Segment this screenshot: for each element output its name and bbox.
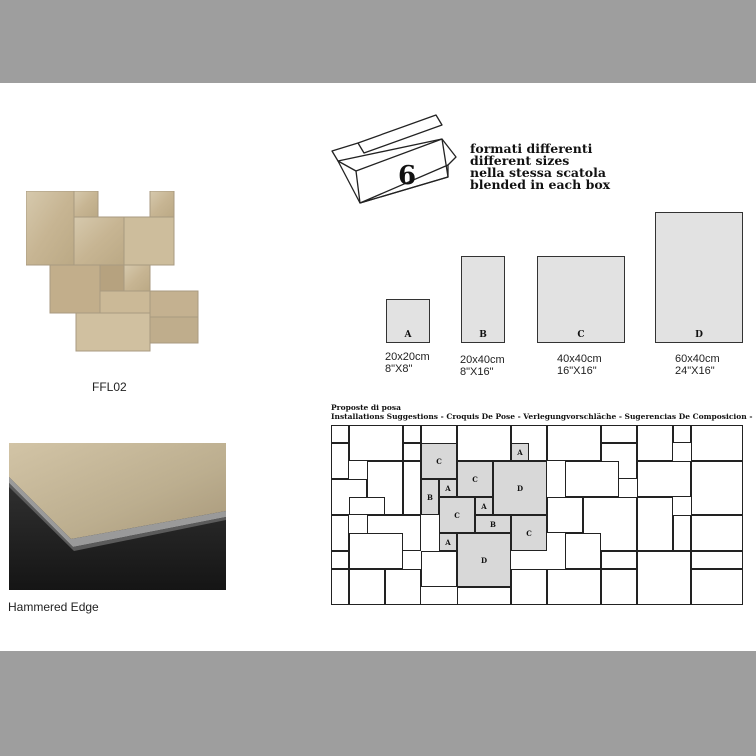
size-tile-a-letter: A <box>404 330 412 340</box>
pattern-tile <box>332 516 349 551</box>
pattern-tile <box>458 588 511 605</box>
size-tile-c-letter: C <box>577 330 585 340</box>
pattern-tile <box>422 552 457 587</box>
box-line-2: different sizes <box>470 153 570 168</box>
pattern-tile <box>638 426 673 461</box>
size-d-imperial: 24"X16" <box>675 365 715 377</box>
pattern-tile-letter: C <box>454 511 460 520</box>
pattern-tile <box>638 552 691 605</box>
pattern-tile <box>404 462 421 515</box>
catalog-sheet <box>0 83 756 651</box>
pattern-tile <box>692 516 743 551</box>
pattern-tile <box>458 426 511 461</box>
pattern-tile <box>692 552 743 569</box>
pattern-title: Proposte di posa <box>331 403 401 412</box>
pattern-tile <box>638 462 691 497</box>
pattern-tile <box>404 426 421 443</box>
box-line-3: nella stessa scatola <box>470 165 606 180</box>
size-a-imperial: 8"X8" <box>385 363 413 375</box>
pattern-tile <box>548 426 601 461</box>
pattern-tile <box>404 444 421 461</box>
pattern-tile <box>602 570 637 605</box>
size-c-metric: 40x40cm <box>557 353 602 365</box>
size-tile-d <box>655 212 743 343</box>
edge-caption: Hammered Edge <box>8 600 99 614</box>
pattern-tile <box>674 426 691 443</box>
pattern-tile <box>602 552 637 569</box>
box-description <box>470 143 610 191</box>
box-line-1: formati differenti <box>470 141 593 156</box>
size-c-imperial: 16"X16" <box>557 365 597 377</box>
pattern-tile <box>350 570 385 605</box>
pattern-subtitle: Installations Suggestions - Croquis De Pose - Verlegungvorschläche - Sugerencias De Composicion - <box>331 412 753 421</box>
size-tile-b <box>461 256 505 343</box>
pattern-tile <box>638 498 673 551</box>
pattern-tile <box>386 570 421 605</box>
pattern-tile-letter: D <box>516 484 524 493</box>
pattern-tile <box>332 426 349 443</box>
pattern-tile <box>692 570 743 605</box>
pattern-tile <box>332 570 349 605</box>
size-b-metric: 20x40cm <box>460 354 505 366</box>
pattern-tile <box>332 444 349 479</box>
size-b-imperial: 8"X16" <box>460 366 494 378</box>
size-a-metric: 20x20cm <box>385 351 430 363</box>
hammered-edge-image <box>9 443 226 590</box>
pattern-tile <box>332 552 349 569</box>
pattern-tile-letter: A <box>517 448 523 457</box>
size-label-c <box>557 353 602 377</box>
pattern-tile-letter: C <box>436 457 442 466</box>
pattern-tile-letter: B <box>427 493 433 502</box>
installation-pattern <box>331 425 743 605</box>
size-label-a <box>385 351 430 375</box>
pattern-tile-letter: B <box>490 520 496 529</box>
size-label-b <box>460 354 505 378</box>
box-count: 6 <box>398 161 417 191</box>
pattern-tile-letter: C <box>472 475 478 484</box>
size-tile-b-letter: B <box>479 330 487 340</box>
pattern-tile-letter: A <box>445 484 451 493</box>
pattern-tile <box>350 426 403 461</box>
pattern-tile <box>350 498 385 515</box>
pattern-tile <box>566 534 601 569</box>
size-tile-c <box>537 256 625 343</box>
pattern-tile <box>548 570 601 605</box>
pattern-tile-letter: C <box>526 529 532 538</box>
pattern-tile <box>692 462 743 515</box>
pattern-tile <box>566 462 619 497</box>
pattern-tile <box>350 534 403 569</box>
pattern-tile <box>512 570 547 605</box>
size-d-metric: 60x40cm <box>675 353 720 365</box>
stone-pattern-image <box>26 191 202 367</box>
pattern-tile <box>602 426 637 443</box>
box-line-4: blended in each box <box>470 177 611 192</box>
box-icon <box>330 113 464 207</box>
size-tile-d-letter: D <box>695 330 703 340</box>
size-label-d <box>675 353 720 377</box>
pattern-tile <box>692 426 743 461</box>
pattern-tile-letter: D <box>480 556 488 565</box>
pattern-tile-letter: A <box>481 502 487 511</box>
pattern-tile-letter: A <box>445 538 451 547</box>
pattern-tile <box>548 498 583 533</box>
size-tile-a <box>386 299 430 343</box>
pattern-tile <box>674 516 691 551</box>
product-code: FFL02 <box>92 380 127 394</box>
